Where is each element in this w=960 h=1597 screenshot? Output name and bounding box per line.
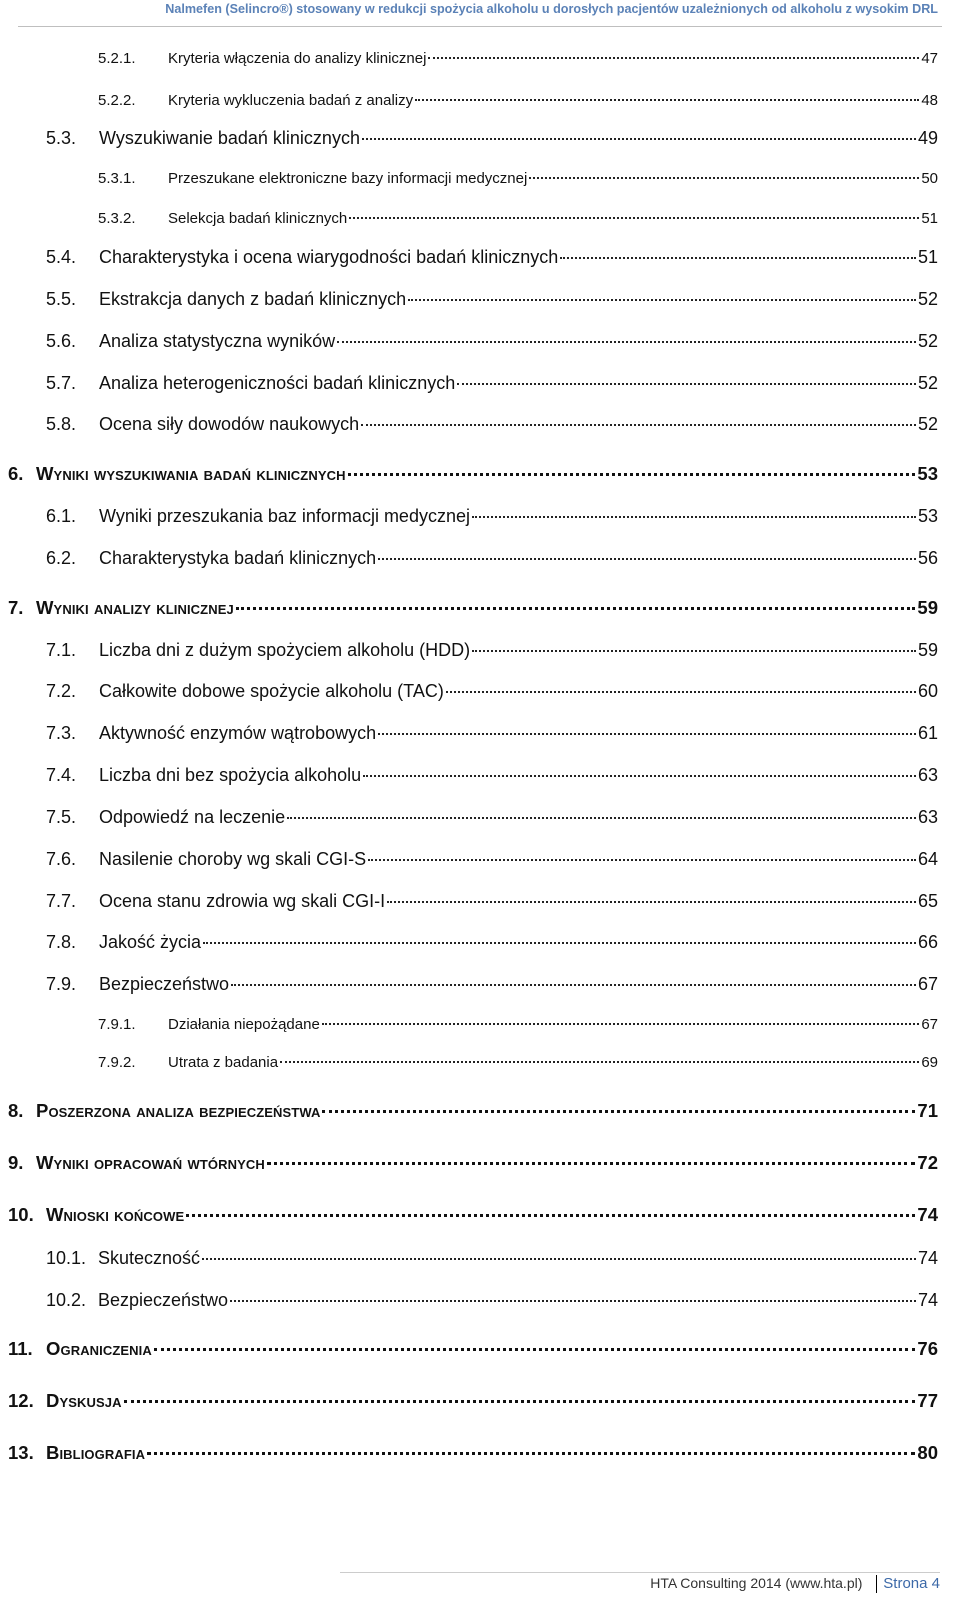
toc-leader-dots — [337, 341, 916, 343]
toc-entry[interactable] — [98, 50, 938, 67]
toc-entry-title: Bezpieczeństwo — [99, 974, 230, 994]
toc-leader-dots — [154, 1348, 916, 1351]
toc-entry-page: 76 — [917, 1338, 938, 1359]
toc-leader-dots — [457, 383, 916, 385]
toc-entry[interactable] — [98, 92, 938, 109]
toc-entry-title: Ocena stanu zdrowia wg skali CGI-I — [99, 891, 386, 911]
toc-entry-number: 7.9.2. — [98, 1054, 136, 1071]
toc-leader-dots — [472, 516, 916, 518]
toc-entry-number: 10.2. — [46, 1290, 87, 1310]
toc-entry-page: 60 — [917, 681, 938, 701]
toc-entry-number: 7.8. — [46, 932, 77, 952]
toc-entry-title: Bibliografia — [46, 1442, 146, 1463]
toc-entry-number: 5.2.2. — [98, 92, 136, 109]
toc-leader-dots — [362, 138, 916, 140]
toc-entry-page: 49 — [917, 128, 938, 148]
toc-entry[interactable] — [46, 765, 938, 786]
toc-entry-title: Wyniki opracowań wtórnych — [36, 1152, 265, 1173]
toc-entry-page: 53 — [917, 463, 938, 484]
toc-leader-dots — [186, 1214, 915, 1217]
toc-entry-page: 59 — [917, 640, 938, 660]
toc-entry-title: Analiza statystyczna wyników — [99, 331, 336, 351]
toc-entry-title: Przeszukane elektroniczne bazy informacji medycznej — [168, 170, 528, 187]
toc-entry-title: Aktywność enzymów wątrobowych — [99, 723, 377, 743]
toc-entry-number: 7.2. — [46, 681, 77, 701]
toc-entry[interactable] — [8, 1390, 938, 1412]
toc-entry-number: 7.1. — [46, 640, 77, 660]
toc-entry-title: Jakość życia — [99, 932, 202, 952]
toc-entry-page: 74 — [917, 1290, 938, 1310]
toc-entry-title: Bezpieczeństwo — [98, 1290, 229, 1310]
toc-leader-dots — [349, 217, 919, 219]
toc-entry-title: Kryteria wykluczenia badań z analizy — [168, 92, 414, 109]
toc-leader-dots — [378, 733, 916, 735]
toc-entry[interactable] — [46, 506, 938, 527]
toc-entry-number: 6.1. — [46, 506, 77, 526]
toc-entry-number: 11. — [8, 1338, 33, 1359]
toc-entry-number: 5.8. — [46, 414, 77, 434]
toc-entry-title: Ograniczenia — [46, 1338, 152, 1359]
toc-entry-title: Dyskusja — [46, 1390, 122, 1411]
toc-entry-title: Selekcja badań klinicznych — [168, 210, 348, 227]
toc-entry[interactable] — [8, 1100, 938, 1122]
toc-leader-dots — [147, 1452, 915, 1455]
toc-entry-number: 5.3.1. — [98, 170, 136, 187]
toc-entry-page: 52 — [917, 289, 938, 309]
toc-leader-dots — [387, 901, 916, 903]
toc-entry[interactable] — [46, 289, 938, 310]
toc-entry-number: 10.1. — [46, 1248, 87, 1268]
toc-entry-number: 7.9. — [46, 974, 77, 994]
toc-leader-dots — [560, 257, 916, 259]
toc-leader-dots — [230, 1300, 916, 1302]
toc-entry[interactable] — [46, 849, 938, 870]
footer-separator — [876, 1575, 877, 1593]
toc-entry-title: Liczba dni z dużym spożyciem alkoholu (HDD) — [99, 640, 471, 660]
toc-entry-page: 67 — [917, 974, 938, 994]
toc-leader-dots — [236, 607, 916, 610]
toc-entry[interactable] — [8, 1338, 938, 1360]
header-divider — [18, 26, 942, 27]
toc-entry-number: 5.7. — [46, 373, 77, 393]
toc-leader-dots — [267, 1162, 916, 1165]
page-number: Strona 4 — [883, 1574, 940, 1592]
toc-leader-dots — [446, 691, 916, 693]
toc-leader-dots — [472, 650, 916, 652]
toc-entry-title: Działania niepożądane — [168, 1016, 320, 1033]
toc-entry-page: 51 — [917, 247, 938, 267]
toc-entry[interactable] — [46, 1248, 938, 1269]
toc-entry-page: 47 — [921, 50, 938, 67]
toc-entry-title: Utrata z badania — [168, 1054, 279, 1071]
toc-leader-dots — [361, 424, 916, 426]
toc-entry-title: Całkowite dobowe spożycie alkoholu (TAC) — [99, 681, 444, 701]
toc-entry[interactable] — [98, 170, 938, 187]
toc-leader-dots — [202, 1258, 916, 1260]
toc-entry-page: 52 — [917, 414, 938, 434]
toc-entry[interactable] — [46, 932, 938, 953]
toc-entry[interactable] — [46, 891, 938, 912]
toc-entry[interactable] — [46, 974, 938, 995]
toc-entry[interactable] — [46, 247, 938, 268]
toc-entry-page: 48 — [921, 92, 938, 109]
toc-entry-page: 74 — [917, 1204, 938, 1225]
toc-entry-title: Poszerzona analiza bezpieczeństwa — [36, 1100, 321, 1121]
toc-leader-dots — [428, 57, 919, 59]
toc-entry-number: 6. — [8, 463, 24, 484]
toc-entry-number: 10. — [8, 1204, 34, 1225]
toc-leader-dots — [287, 817, 916, 819]
toc-entry-title: Ekstrakcja danych z badań klinicznych — [99, 289, 407, 309]
toc-entry[interactable] — [98, 1016, 938, 1033]
toc-entry[interactable] — [8, 1152, 938, 1174]
toc-entry-number: 5.5. — [46, 289, 77, 309]
document-header — [0, 2, 938, 16]
toc-entry-title: Wnioski końcowe — [46, 1204, 185, 1225]
toc-leader-dots — [280, 1061, 919, 1063]
toc-leader-dots — [363, 775, 916, 777]
toc-entry-page: 67 — [921, 1016, 938, 1033]
toc-entry-number: 7.4. — [46, 765, 77, 785]
toc-entry-title: Nasilenie choroby wg skali CGI-S — [99, 849, 367, 869]
toc-entry-page: 50 — [921, 170, 938, 187]
toc-entry-title: Wyniki analizy klinicznej — [36, 597, 234, 618]
toc-leader-dots — [378, 558, 916, 560]
toc-entry-page: 52 — [917, 331, 938, 351]
toc-entry[interactable] — [8, 463, 938, 485]
toc-entry-number: 7.9.1. — [98, 1016, 136, 1033]
toc-entry-page: 77 — [917, 1390, 938, 1411]
toc-entry-title: Wyniki przeszukania baz informacji medycznej — [99, 506, 470, 526]
toc-leader-dots — [203, 942, 916, 944]
toc-entry-page: 69 — [921, 1054, 938, 1071]
toc-entry-title: Charakterystyka badań klinicznych — [99, 548, 377, 568]
toc-entry-title: Wyszukiwanie badań klinicznych — [99, 128, 360, 148]
toc-entry-title: Charakterystyka i ocena wiarygodności badań klinicznych — [99, 247, 559, 267]
toc-entry[interactable] — [46, 1290, 938, 1311]
toc-entry-number: 5.2.1. — [98, 50, 136, 67]
footer-org: HTA Consulting 2014 (www.hta.pl) — [650, 1574, 863, 1591]
toc-entry[interactable] — [8, 597, 938, 619]
toc-entry-title: Wyniki wyszukiwania badań klinicznych — [36, 463, 346, 484]
toc-entry-title: Analiza heterogeniczności badań klinicznych — [99, 373, 456, 393]
toc-entry[interactable] — [46, 373, 938, 394]
toc-entry-number: 7.5. — [46, 807, 77, 827]
toc-entry[interactable] — [46, 681, 938, 702]
toc-entry-page: 74 — [917, 1248, 938, 1268]
toc-entry[interactable] — [98, 210, 938, 227]
toc-entry-page: 56 — [917, 548, 938, 568]
toc-entry-page: 65 — [917, 891, 938, 911]
toc-entry-page: 80 — [917, 1442, 938, 1463]
toc-leader-dots — [529, 177, 919, 179]
toc-entry[interactable] — [46, 128, 938, 149]
toc-entry-title: Liczba dni bez spożycia alkoholu — [99, 765, 362, 785]
toc-entry-page: 59 — [917, 597, 938, 618]
toc-leader-dots — [415, 99, 919, 101]
header-title: Nalmefen (Selincro®) stosowany w redukcji spożycia alkoholu u dorosłych pacjentów uzależnionych od alkoholu z wysokim DRL — [165, 2, 938, 16]
toc-entry-page: 66 — [917, 932, 938, 952]
toc-leader-dots — [322, 1023, 920, 1025]
toc-entry-number: 5.3. — [46, 128, 77, 148]
toc-entry[interactable] — [46, 331, 938, 352]
toc-entry[interactable] — [8, 1204, 938, 1226]
toc-entry-page: 63 — [917, 765, 938, 785]
document-footer — [650, 1575, 940, 1593]
toc-entry-title: Odpowiedź na leczenie — [99, 807, 286, 827]
toc-leader-dots — [231, 984, 916, 986]
toc-entry-page: 63 — [917, 807, 938, 827]
toc-entry-number: 6.2. — [46, 548, 77, 568]
toc-entry-number: 7.7. — [46, 891, 77, 911]
toc-entry-number: 7. — [8, 597, 24, 618]
toc-entry-page: 52 — [917, 373, 938, 393]
toc-entry-number: 7.3. — [46, 723, 77, 743]
toc-entry[interactable] — [46, 414, 938, 435]
toc-entry[interactable] — [46, 807, 938, 828]
toc-entry-number: 13. — [8, 1442, 34, 1463]
toc-entry-page: 51 — [921, 210, 938, 227]
toc-entry-title: Kryteria włączenia do analizy klinicznej — [168, 50, 427, 67]
toc-leader-dots — [322, 1110, 915, 1113]
toc-entry-page: 71 — [917, 1100, 938, 1121]
toc-leader-dots — [124, 1400, 916, 1403]
toc-entry[interactable] — [8, 1442, 938, 1464]
toc-entry-title: Ocena siły dowodów naukowych — [99, 414, 360, 434]
toc-entry[interactable] — [98, 1054, 938, 1071]
toc-entry-number: 12. — [8, 1390, 34, 1411]
toc-entry-number: 8. — [8, 1100, 24, 1121]
footer-divider — [340, 1572, 940, 1573]
toc-entry-page: 53 — [917, 506, 938, 526]
toc-entry-number: 5.6. — [46, 331, 77, 351]
toc-leader-dots — [348, 473, 916, 476]
toc-entry[interactable] — [46, 640, 938, 661]
toc-entry-page: 72 — [917, 1152, 938, 1173]
toc-entry-number: 5.4. — [46, 247, 77, 267]
toc-entry-page: 61 — [917, 723, 938, 743]
toc-entry-number: 7.6. — [46, 849, 77, 869]
toc-entry[interactable] — [46, 723, 938, 744]
toc-entry-title: Skuteczność — [98, 1248, 201, 1268]
toc-leader-dots — [408, 299, 916, 301]
toc-entry[interactable] — [46, 548, 938, 569]
toc-entry-number: 5.3.2. — [98, 210, 136, 227]
toc-entry-page: 64 — [917, 849, 938, 869]
toc-entry-number: 9. — [8, 1152, 24, 1173]
toc-leader-dots — [368, 859, 916, 861]
